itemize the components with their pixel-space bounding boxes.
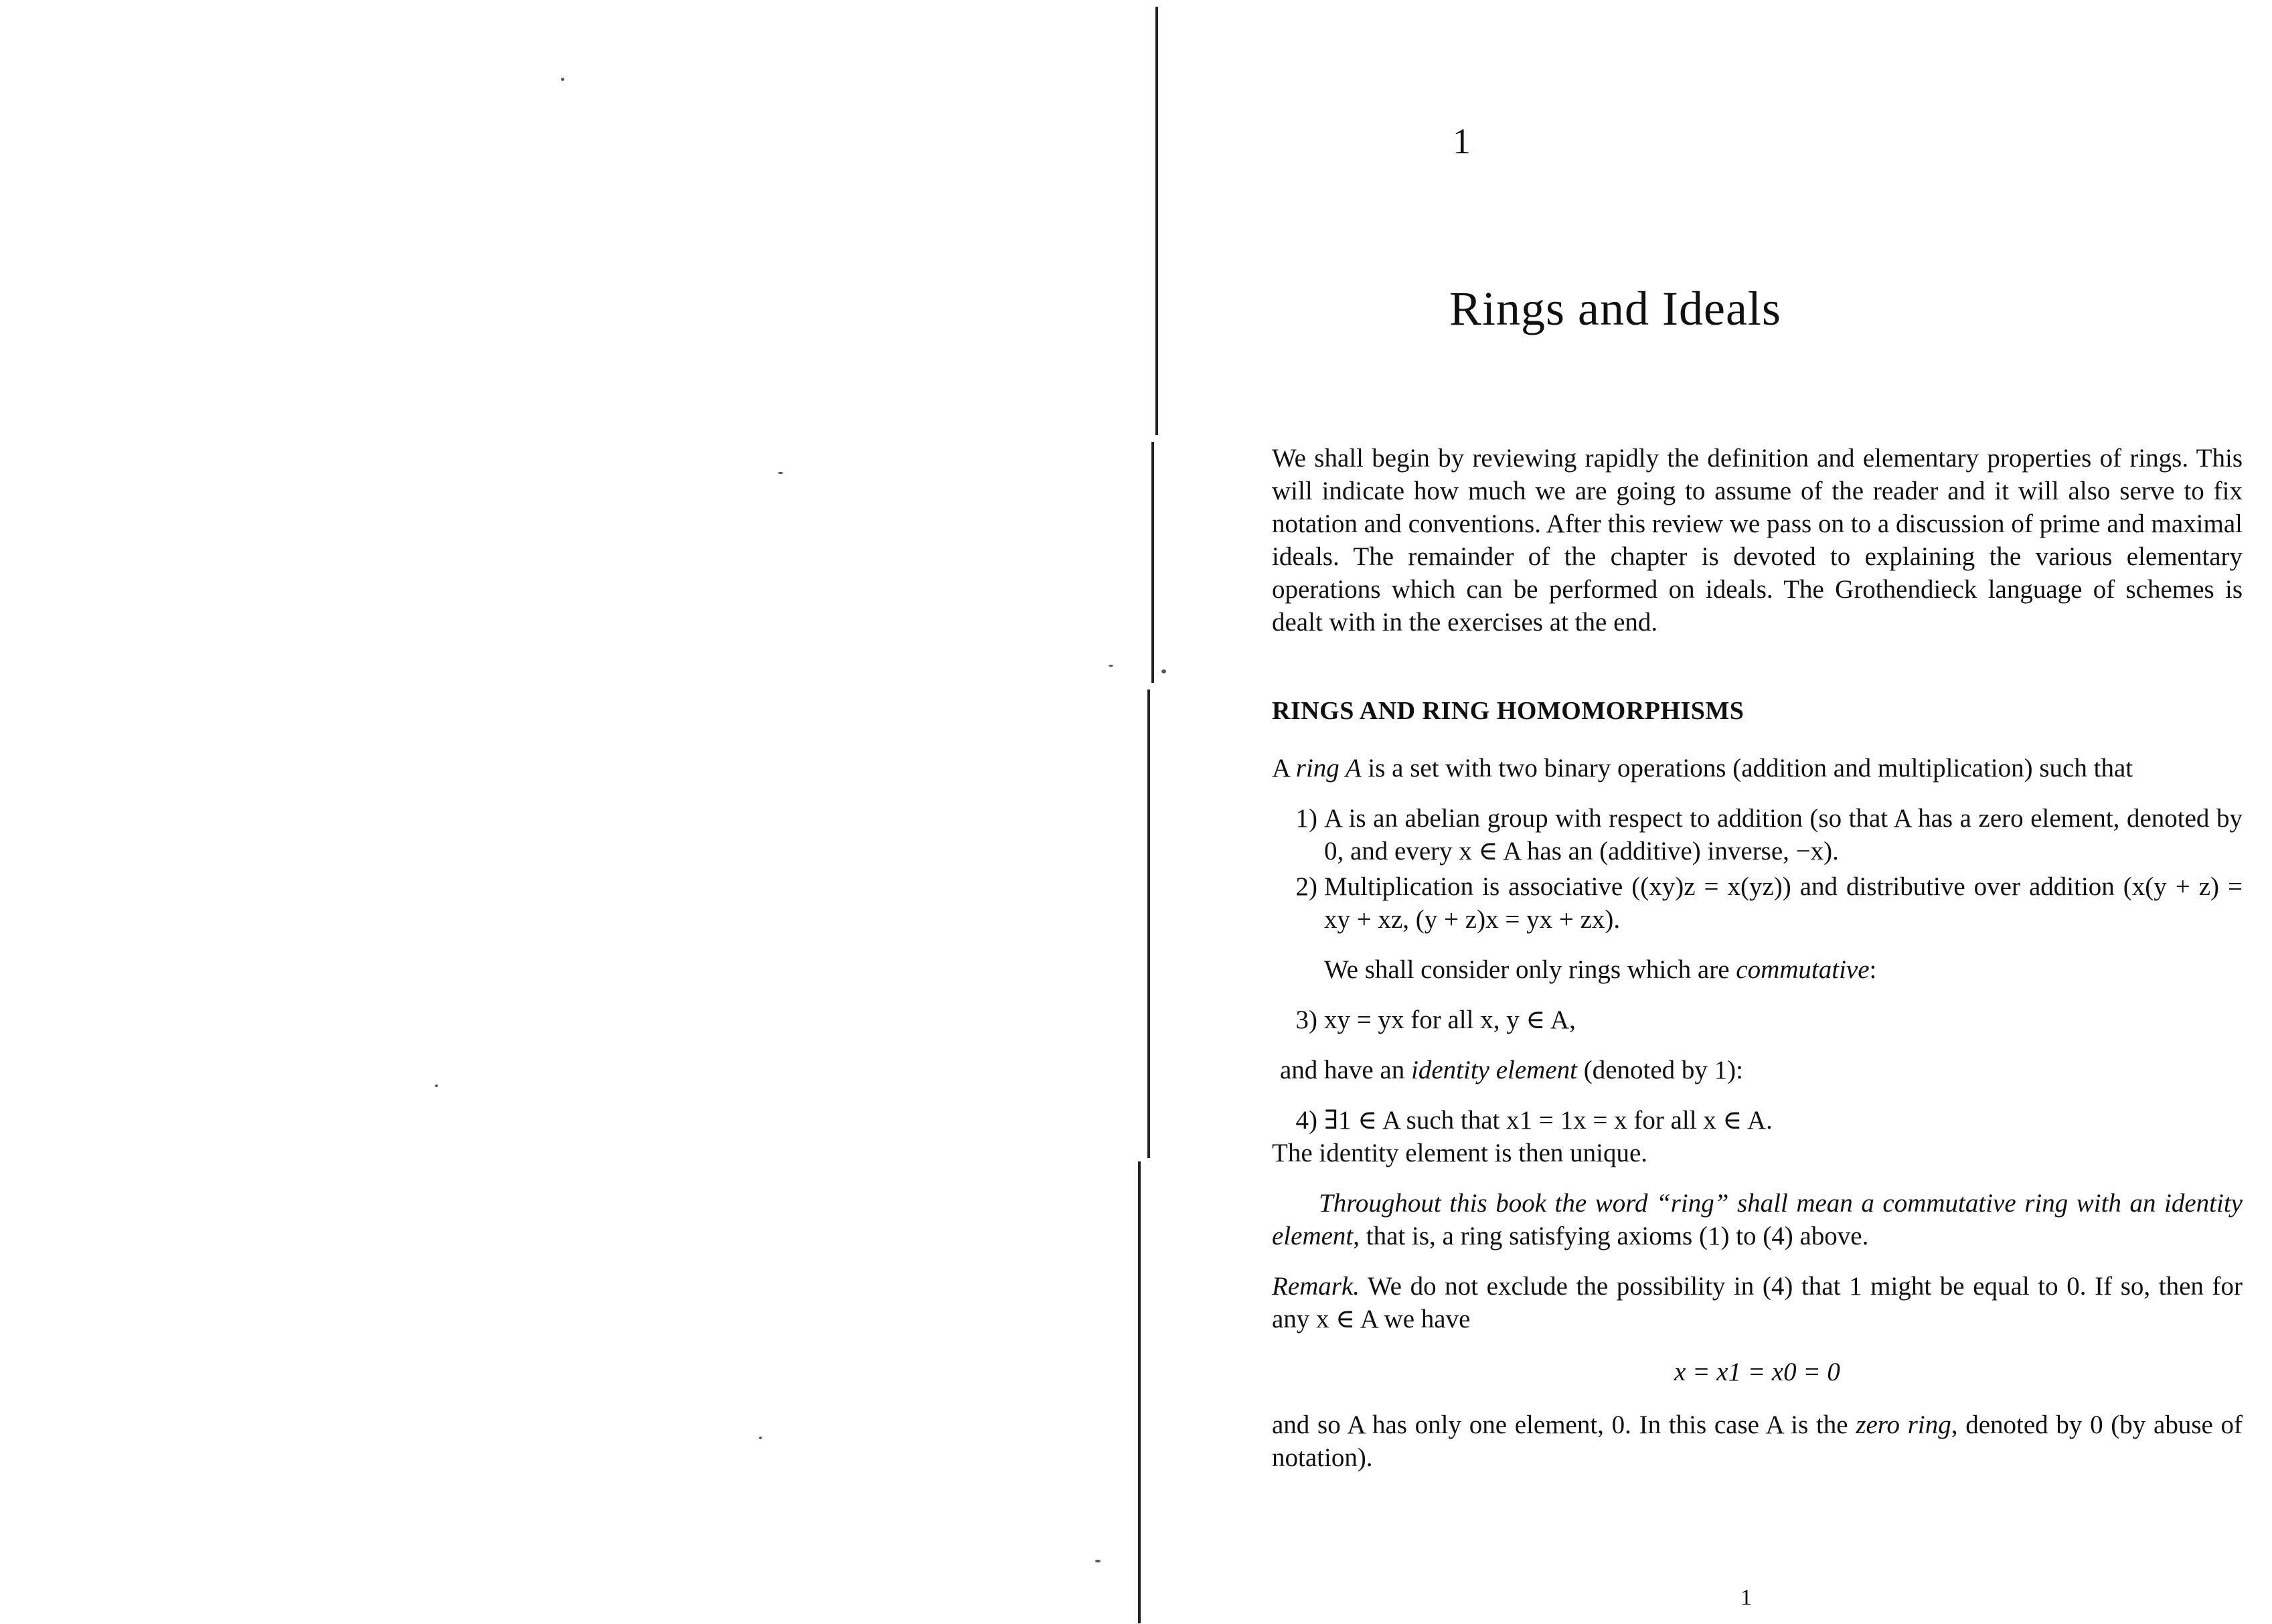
ring-convention: Throughout this book the word “ring” shall mean a commutative ring with an identity element, that is, a ring satisfying axioms (1) to (4) above. xyxy=(1272,1189,2243,1250)
identity-statement: and have an identity element (denoted by 1): xyxy=(1280,1056,1743,1084)
gutter-line xyxy=(1155,7,1158,435)
scan-speck xyxy=(1109,665,1113,667)
axiom-1: 1) A is an abelian group with respect to addition (so that A has a zero element, denoted by 0, and every x ∈ A has an (additive) inverse, −x). xyxy=(1295,804,2243,866)
page-number: 1 xyxy=(1740,1585,1752,1610)
chapter-body xyxy=(1272,442,2243,1474)
identity-unique: The identity element is then unique. xyxy=(1272,1139,1648,1167)
scan-speck xyxy=(1161,669,1166,673)
gutter-line xyxy=(1151,442,1154,683)
right-page xyxy=(1245,0,2249,1624)
axiom-4: 4) ∃1 ∈ A such that x1 = 1x = x for all x ∈ A. xyxy=(1295,1106,1773,1135)
section-heading: RINGS AND RING HOMOMORPHISMS xyxy=(1272,697,1744,725)
gutter-line xyxy=(1147,689,1150,1158)
axiom-2: 2) Multiplication is associative ((xy)z = x(yz)) and distributive over addition (x(y + z) = xy + xz, (y + z)x = yx + zx). xyxy=(1295,872,2243,934)
scan-speck xyxy=(561,78,564,81)
axiom-3: 3) xy = yx for all x, y ∈ A, xyxy=(1295,1005,1576,1034)
chapter-title: Rings and Ideals xyxy=(1449,282,1781,335)
chapter-number: 1 xyxy=(1453,121,1471,161)
remark-paragraph: Remark. We do not exclude the possibility in (4) that 1 might be equal to 0. If so, then for any x ∈ A we have xyxy=(1272,1272,2243,1333)
gutter-line xyxy=(1138,1161,1141,1623)
scan-speck xyxy=(1095,1560,1101,1562)
ring-definition: A ring A is a set with two binary operations (addition and multiplication) such that xyxy=(1272,754,2133,783)
zero-ring-paragraph: and so A has only one element, 0. In this case A is the zero ring, denoted by 0 (by abuse of notation). xyxy=(1272,1410,2243,1472)
display-equation: x = x1 = x0 = 0 xyxy=(1674,1358,1840,1386)
scan-speck xyxy=(778,472,783,474)
scan-speck xyxy=(759,1437,762,1439)
commutative-statement: We shall consider only rings which are commutative: xyxy=(1324,955,1877,984)
intro-paragraph: We shall begin by reviewing rapidly the definition and elementary properties of rings. This will indicate how much we are going to assume of the reader and it will also serve to fix notation and conventions. After this review we pass on to a discussion of prime and maximal ideals. The remainder of the chapter is devoted to explaining the various elementary operations which can be performed on ideals. The Grothendieck language of schemes is dealt with in the exercises at the end. xyxy=(1272,444,2243,637)
scan-speck xyxy=(435,1084,438,1087)
